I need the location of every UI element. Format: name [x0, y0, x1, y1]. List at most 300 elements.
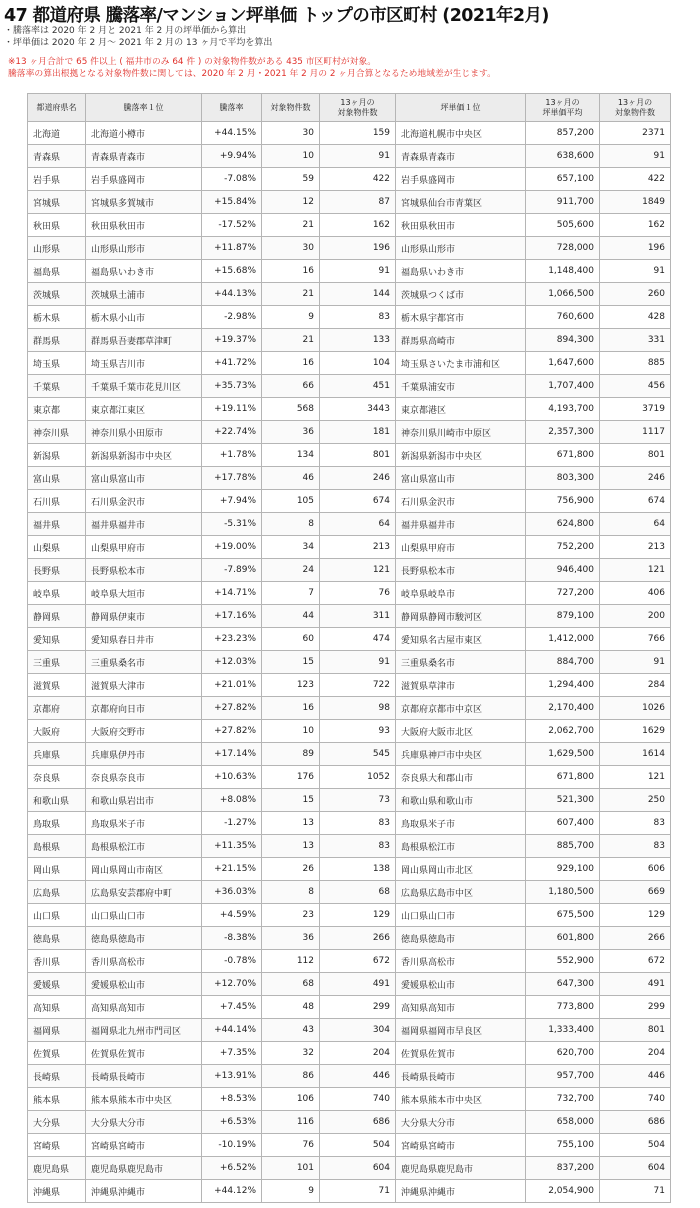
table-row	[28, 881, 671, 904]
price-top-city-cell: 高知県高知市	[396, 996, 526, 1019]
rate-top-city-cell: 熊本県熊本市中央区	[86, 1088, 202, 1111]
prefecture-cell: 埼玉県	[28, 352, 86, 375]
count-cell: 21	[262, 214, 320, 237]
rate-top-city-cell: 愛媛県松山市	[86, 973, 202, 996]
count-13m-cell: 144	[320, 283, 396, 306]
price-top-city-cell: 京都府京都市中京区	[396, 697, 526, 720]
avg-price-cell: 837,200	[526, 1157, 600, 1180]
prefecture-cell: 長崎県	[28, 1065, 86, 1088]
price-top-city-cell: 愛知県名古屋市東区	[396, 628, 526, 651]
table-row	[28, 605, 671, 628]
prefecture-cell: 群馬県	[28, 329, 86, 352]
avg-price-cell: 879,100	[526, 605, 600, 628]
rate-top-city-cell: 茨城県土浦市	[86, 283, 202, 306]
count-13m-cell: 451	[320, 375, 396, 398]
table-row	[28, 812, 671, 835]
count-13m-b-cell: 1614	[600, 743, 671, 766]
column-header-count-13months: 13ヶ月の 対象物件数	[320, 94, 396, 122]
price-top-city-cell: 広島県広島市中区	[396, 881, 526, 904]
count-13m-b-cell: 766	[600, 628, 671, 651]
avg-price-cell: 2,054,900	[526, 1180, 600, 1203]
count-13m-cell: 299	[320, 996, 396, 1019]
count-13m-cell: 213	[320, 536, 396, 559]
red-note-line: ※13 ヶ月合計で 65 件以上 ( 福井市のみ 64 件 ) の対象物件数がある 435 市区町村が対象。	[8, 57, 377, 67]
count-13m-cell: 801	[320, 444, 396, 467]
rate-top-city-cell: 鹿児島県鹿児島市	[86, 1157, 202, 1180]
count-cell: 8	[262, 513, 320, 536]
table-row	[28, 835, 671, 858]
rate-cell: +11.35%	[202, 835, 262, 858]
prefecture-cell: 兵庫県	[28, 743, 86, 766]
avg-price-cell: 755,100	[526, 1134, 600, 1157]
rate-cell: +12.70%	[202, 973, 262, 996]
rate-top-city-cell: 岡山県岡山市南区	[86, 858, 202, 881]
count-cell: 8	[262, 881, 320, 904]
rate-cell: +17.16%	[202, 605, 262, 628]
prefecture-cell: 栃木県	[28, 306, 86, 329]
table-row	[28, 490, 671, 513]
avg-price-cell: 803,300	[526, 467, 600, 490]
note-line: ・坪単価は 2020 年 2 月〜 2021 年 2 月の 13 ヶ月で平均を算出	[4, 38, 273, 48]
rate-cell: +36.03%	[202, 881, 262, 904]
rate-top-city-cell: 山梨県甲府市	[86, 536, 202, 559]
count-13m-b-cell: 428	[600, 306, 671, 329]
avg-price-cell: 2,357,300	[526, 421, 600, 444]
avg-price-cell: 946,400	[526, 559, 600, 582]
count-13m-cell: 64	[320, 513, 396, 536]
rate-cell: +6.53%	[202, 1111, 262, 1134]
table-row	[28, 628, 671, 651]
rate-top-city-cell: 宮城県多賀城市	[86, 191, 202, 214]
table-body	[28, 122, 671, 1203]
count-13m-cell: 181	[320, 421, 396, 444]
prefecture-cell: 奈良県	[28, 766, 86, 789]
price-top-city-cell: 愛媛県松山市	[396, 973, 526, 996]
count-13m-b-cell: 260	[600, 283, 671, 306]
count-cell: 48	[262, 996, 320, 1019]
avg-price-cell: 1,294,400	[526, 674, 600, 697]
rate-top-city-cell: 北海道小樽市	[86, 122, 202, 145]
count-13m-b-cell: 1117	[600, 421, 671, 444]
table-row	[28, 421, 671, 444]
count-13m-cell: 311	[320, 605, 396, 628]
table-row	[28, 904, 671, 927]
count-13m-cell: 162	[320, 214, 396, 237]
prefecture-cell: 滋賀県	[28, 674, 86, 697]
price-top-city-cell: 福島県いわき市	[396, 260, 526, 283]
table-row	[28, 651, 671, 674]
rate-top-city-cell: 島根県松江市	[86, 835, 202, 858]
prefecture-cell: 岩手県	[28, 168, 86, 191]
table-row	[28, 191, 671, 214]
count-13m-cell: 474	[320, 628, 396, 651]
table-row	[28, 1019, 671, 1042]
prefecture-cell: 島根県	[28, 835, 86, 858]
count-13m-b-cell: 250	[600, 789, 671, 812]
table-row	[28, 996, 671, 1019]
count-13m-b-cell: 204	[600, 1042, 671, 1065]
count-cell: 86	[262, 1065, 320, 1088]
count-13m-b-cell: 406	[600, 582, 671, 605]
avg-price-cell: 521,300	[526, 789, 600, 812]
prefecture-cell: 大阪府	[28, 720, 86, 743]
avg-price-cell: 657,100	[526, 168, 600, 191]
count-13m-cell: 71	[320, 1180, 396, 1203]
count-13m-b-cell: 456	[600, 375, 671, 398]
count-cell: 36	[262, 927, 320, 950]
table-row	[28, 743, 671, 766]
price-top-city-cell: 山形県山形市	[396, 237, 526, 260]
rate-cell: +19.11%	[202, 398, 262, 421]
count-13m-b-cell: 672	[600, 950, 671, 973]
rate-cell: +8.08%	[202, 789, 262, 812]
price-top-city-cell: 茨城県つくば市	[396, 283, 526, 306]
count-13m-b-cell: 71	[600, 1180, 671, 1203]
table-row	[28, 720, 671, 743]
prefecture-cell: 神奈川県	[28, 421, 86, 444]
prefecture-cell: 富山県	[28, 467, 86, 490]
table-row	[28, 444, 671, 467]
count-cell: 68	[262, 973, 320, 996]
rate-top-city-cell: 香川県高松市	[86, 950, 202, 973]
price-top-city-cell: 宮崎県宮崎市	[396, 1134, 526, 1157]
table-row	[28, 1088, 671, 1111]
table-row	[28, 1042, 671, 1065]
prefecture-cell: 鳥取県	[28, 812, 86, 835]
price-top-city-cell: 岐阜県岐阜市	[396, 582, 526, 605]
prefecture-cell: 熊本県	[28, 1088, 86, 1111]
rate-top-city-cell: 群馬県吾妻郡草津町	[86, 329, 202, 352]
price-top-city-cell: 徳島県徳島市	[396, 927, 526, 950]
rate-cell: -1.27%	[202, 812, 262, 835]
price-top-city-cell: 香川県高松市	[396, 950, 526, 973]
count-13m-b-cell: 604	[600, 1157, 671, 1180]
rate-top-city-cell: 滋賀県大津市	[86, 674, 202, 697]
rate-cell: +44.15%	[202, 122, 262, 145]
rate-top-city-cell: 奈良県奈良市	[86, 766, 202, 789]
rate-cell: +13.91%	[202, 1065, 262, 1088]
prefecture-cell: 京都府	[28, 697, 86, 720]
avg-price-cell: 1,629,500	[526, 743, 600, 766]
rate-top-city-cell: 秋田県秋田市	[86, 214, 202, 237]
prefecture-cell: 福島県	[28, 260, 86, 283]
count-cell: 30	[262, 237, 320, 260]
count-cell: 32	[262, 1042, 320, 1065]
rate-cell: +15.84%	[202, 191, 262, 214]
rate-top-city-cell: 佐賀県佐賀市	[86, 1042, 202, 1065]
rate-cell: +14.71%	[202, 582, 262, 605]
table-row	[28, 973, 671, 996]
avg-price-cell: 658,000	[526, 1111, 600, 1134]
rate-top-city-cell: 東京都江東区	[86, 398, 202, 421]
table-row	[28, 122, 671, 145]
count-cell: 16	[262, 352, 320, 375]
table-row	[28, 145, 671, 168]
avg-price-cell: 505,600	[526, 214, 600, 237]
count-cell: 106	[262, 1088, 320, 1111]
price-top-city-cell: 神奈川県川崎市中原区	[396, 421, 526, 444]
table-row	[28, 398, 671, 421]
rate-top-city-cell: 大阪府交野市	[86, 720, 202, 743]
count-13m-cell: 133	[320, 329, 396, 352]
rate-top-city-cell: 岩手県盛岡市	[86, 168, 202, 191]
count-cell: 10	[262, 720, 320, 743]
prefecture-cell: 徳島県	[28, 927, 86, 950]
count-cell: 7	[262, 582, 320, 605]
count-13m-b-cell: 129	[600, 904, 671, 927]
rate-top-city-cell: 石川県金沢市	[86, 490, 202, 513]
rate-cell: -7.89%	[202, 559, 262, 582]
table-row	[28, 858, 671, 881]
rate-cell: +19.00%	[202, 536, 262, 559]
count-cell: 16	[262, 260, 320, 283]
avg-price-cell: 760,600	[526, 306, 600, 329]
price-top-city-cell: 静岡県静岡市駿河区	[396, 605, 526, 628]
count-cell: 59	[262, 168, 320, 191]
prefecture-cell: 愛媛県	[28, 973, 86, 996]
count-13m-cell: 446	[320, 1065, 396, 1088]
avg-price-cell: 732,700	[526, 1088, 600, 1111]
rate-cell: +8.53%	[202, 1088, 262, 1111]
prefecture-cell: 山梨県	[28, 536, 86, 559]
price-top-city-cell: 岩手県盛岡市	[396, 168, 526, 191]
price-top-city-cell: 岡山県岡山市北区	[396, 858, 526, 881]
avg-price-cell: 1,412,000	[526, 628, 600, 651]
prefecture-cell: 宮崎県	[28, 1134, 86, 1157]
avg-price-cell: 1,066,500	[526, 283, 600, 306]
table-row	[28, 168, 671, 191]
price-top-city-cell: 栃木県宇都宮市	[396, 306, 526, 329]
count-13m-b-cell: 121	[600, 766, 671, 789]
count-13m-b-cell: 91	[600, 145, 671, 168]
rate-cell: +11.87%	[202, 237, 262, 260]
count-13m-b-cell: 246	[600, 467, 671, 490]
table-row	[28, 513, 671, 536]
count-13m-b-cell: 200	[600, 605, 671, 628]
count-13m-cell: 83	[320, 835, 396, 858]
table-row	[28, 1157, 671, 1180]
price-top-city-cell: 大分県大分市	[396, 1111, 526, 1134]
price-top-city-cell: 兵庫県神戸市中央区	[396, 743, 526, 766]
rate-top-city-cell: 宮崎県宮崎市	[86, 1134, 202, 1157]
count-13m-b-cell: 606	[600, 858, 671, 881]
count-13m-cell: 686	[320, 1111, 396, 1134]
count-13m-cell: 196	[320, 237, 396, 260]
count-13m-cell: 91	[320, 651, 396, 674]
count-13m-cell: 1052	[320, 766, 396, 789]
table-row	[28, 1180, 671, 1203]
avg-price-cell: 624,800	[526, 513, 600, 536]
avg-price-cell: 638,600	[526, 145, 600, 168]
count-13m-b-cell: 64	[600, 513, 671, 536]
avg-price-cell: 885,700	[526, 835, 600, 858]
prefecture-cell: 鹿児島県	[28, 1157, 86, 1180]
count-cell: 26	[262, 858, 320, 881]
price-top-city-cell: 群馬県高崎市	[396, 329, 526, 352]
count-13m-b-cell: 446	[600, 1065, 671, 1088]
avg-price-cell: 756,900	[526, 490, 600, 513]
avg-price-cell: 671,800	[526, 766, 600, 789]
count-13m-b-cell: 299	[600, 996, 671, 1019]
prefecture-cell: 佐賀県	[28, 1042, 86, 1065]
rate-cell: -17.52%	[202, 214, 262, 237]
price-top-city-cell: 三重県桑名市	[396, 651, 526, 674]
count-cell: 21	[262, 329, 320, 352]
rate-top-city-cell: 沖縄県沖縄市	[86, 1180, 202, 1203]
rate-cell: +6.52%	[202, 1157, 262, 1180]
avg-price-cell: 1,333,400	[526, 1019, 600, 1042]
count-cell: 44	[262, 605, 320, 628]
count-13m-cell: 87	[320, 191, 396, 214]
rate-cell: +10.63%	[202, 766, 262, 789]
prefecture-cell: 広島県	[28, 881, 86, 904]
column-header-avg-price: 13ヶ月の 坪単価平均	[526, 94, 600, 122]
table-row	[28, 559, 671, 582]
table-row	[28, 260, 671, 283]
avg-price-cell: 1,707,400	[526, 375, 600, 398]
count-13m-b-cell: 91	[600, 260, 671, 283]
rate-top-city-cell: 鳥取県米子市	[86, 812, 202, 835]
column-header-price-top: 坪単価１位	[396, 94, 526, 122]
rate-cell: -7.08%	[202, 168, 262, 191]
rate-cell: +9.94%	[202, 145, 262, 168]
price-top-city-cell: 大阪府大阪市北区	[396, 720, 526, 743]
avg-price-cell: 552,900	[526, 950, 600, 973]
count-cell: 23	[262, 904, 320, 927]
count-cell: 13	[262, 812, 320, 835]
price-top-city-cell: 宮城県仙台市青葉区	[396, 191, 526, 214]
price-top-city-cell: 和歌山県和歌山市	[396, 789, 526, 812]
price-top-city-cell: 秋田県秋田市	[396, 214, 526, 237]
count-13m-cell: 604	[320, 1157, 396, 1180]
column-header-prefecture: 都道府県名	[28, 94, 86, 122]
count-cell: 24	[262, 559, 320, 582]
rate-top-city-cell: 岐阜県大垣市	[86, 582, 202, 605]
count-cell: 89	[262, 743, 320, 766]
table-row	[28, 1134, 671, 1157]
prefecture-cell: 新潟県	[28, 444, 86, 467]
column-header-rate-top: 騰落率１位	[86, 94, 202, 122]
table-row	[28, 352, 671, 375]
rate-cell: +15.68%	[202, 260, 262, 283]
rate-top-city-cell: 山口県山口市	[86, 904, 202, 927]
count-13m-b-cell: 266	[600, 927, 671, 950]
prefecture-cell: 静岡県	[28, 605, 86, 628]
table-row	[28, 950, 671, 973]
count-13m-b-cell: 2371	[600, 122, 671, 145]
rate-cell: -0.78%	[202, 950, 262, 973]
price-top-city-cell: 鹿児島県鹿児島市	[396, 1157, 526, 1180]
price-top-city-cell: 青森県青森市	[396, 145, 526, 168]
table-row	[28, 237, 671, 260]
count-13m-b-cell: 669	[600, 881, 671, 904]
count-13m-b-cell: 885	[600, 352, 671, 375]
rate-top-city-cell: 富山県富山市	[86, 467, 202, 490]
count-cell: 30	[262, 122, 320, 145]
rate-cell: +7.35%	[202, 1042, 262, 1065]
table-header-row	[28, 94, 671, 122]
count-13m-b-cell: 3719	[600, 398, 671, 421]
count-13m-b-cell: 674	[600, 490, 671, 513]
count-13m-b-cell: 121	[600, 559, 671, 582]
count-cell: 76	[262, 1134, 320, 1157]
table-row	[28, 927, 671, 950]
count-13m-cell: 104	[320, 352, 396, 375]
avg-price-cell: 1,180,500	[526, 881, 600, 904]
rate-top-city-cell: 新潟県新潟市中央区	[86, 444, 202, 467]
red-notes	[8, 57, 496, 80]
count-13m-b-cell: 162	[600, 214, 671, 237]
count-13m-cell: 68	[320, 881, 396, 904]
price-top-city-cell: 山口県山口市	[396, 904, 526, 927]
rate-top-city-cell: 京都府向日市	[86, 697, 202, 720]
count-13m-cell: 246	[320, 467, 396, 490]
price-top-city-cell: 長野県松本市	[396, 559, 526, 582]
count-13m-cell: 73	[320, 789, 396, 812]
count-13m-b-cell: 213	[600, 536, 671, 559]
table-row	[28, 283, 671, 306]
avg-price-cell: 2,062,700	[526, 720, 600, 743]
data-table	[27, 93, 671, 1203]
rate-top-city-cell: 埼玉県吉川市	[86, 352, 202, 375]
rate-top-city-cell: 福井県福井市	[86, 513, 202, 536]
count-cell: 43	[262, 1019, 320, 1042]
prefecture-cell: 福井県	[28, 513, 86, 536]
price-top-city-cell: 沖縄県沖縄市	[396, 1180, 526, 1203]
rate-top-city-cell: 栃木県小山市	[86, 306, 202, 329]
avg-price-cell: 2,170,400	[526, 697, 600, 720]
count-13m-cell: 672	[320, 950, 396, 973]
rate-cell: +7.45%	[202, 996, 262, 1019]
rate-top-city-cell: 三重県桑名市	[86, 651, 202, 674]
count-13m-b-cell: 83	[600, 835, 671, 858]
count-13m-cell: 83	[320, 306, 396, 329]
rate-top-city-cell: 静岡県伊東市	[86, 605, 202, 628]
count-13m-b-cell: 686	[600, 1111, 671, 1134]
avg-price-cell: 620,700	[526, 1042, 600, 1065]
count-13m-cell: 304	[320, 1019, 396, 1042]
rate-cell: +27.82%	[202, 697, 262, 720]
count-13m-b-cell: 504	[600, 1134, 671, 1157]
count-cell: 123	[262, 674, 320, 697]
count-13m-b-cell: 83	[600, 812, 671, 835]
count-cell: 36	[262, 421, 320, 444]
count-13m-cell: 545	[320, 743, 396, 766]
count-13m-cell: 266	[320, 927, 396, 950]
count-cell: 116	[262, 1111, 320, 1134]
count-cell: 101	[262, 1157, 320, 1180]
note-line: ・騰落率は 2020 年 2 月と 2021 年 2 月の坪単価から算出	[4, 26, 247, 36]
price-top-city-cell: 滋賀県草津市	[396, 674, 526, 697]
count-cell: 176	[262, 766, 320, 789]
rate-cell: -5.31%	[202, 513, 262, 536]
count-13m-b-cell: 422	[600, 168, 671, 191]
price-top-city-cell: 富山県富山市	[396, 467, 526, 490]
rate-cell: +41.72%	[202, 352, 262, 375]
rate-cell: +21.15%	[202, 858, 262, 881]
count-13m-b-cell: 801	[600, 1019, 671, 1042]
prefecture-cell: 青森県	[28, 145, 86, 168]
avg-price-cell: 894,300	[526, 329, 600, 352]
prefecture-cell: 沖縄県	[28, 1180, 86, 1203]
count-13m-b-cell: 1849	[600, 191, 671, 214]
rate-cell: +44.13%	[202, 283, 262, 306]
count-13m-b-cell: 491	[600, 973, 671, 996]
rate-cell: +17.14%	[202, 743, 262, 766]
count-13m-b-cell: 91	[600, 651, 671, 674]
rate-top-city-cell: 福岡県北九州市門司区	[86, 1019, 202, 1042]
prefecture-cell: 千葉県	[28, 375, 86, 398]
